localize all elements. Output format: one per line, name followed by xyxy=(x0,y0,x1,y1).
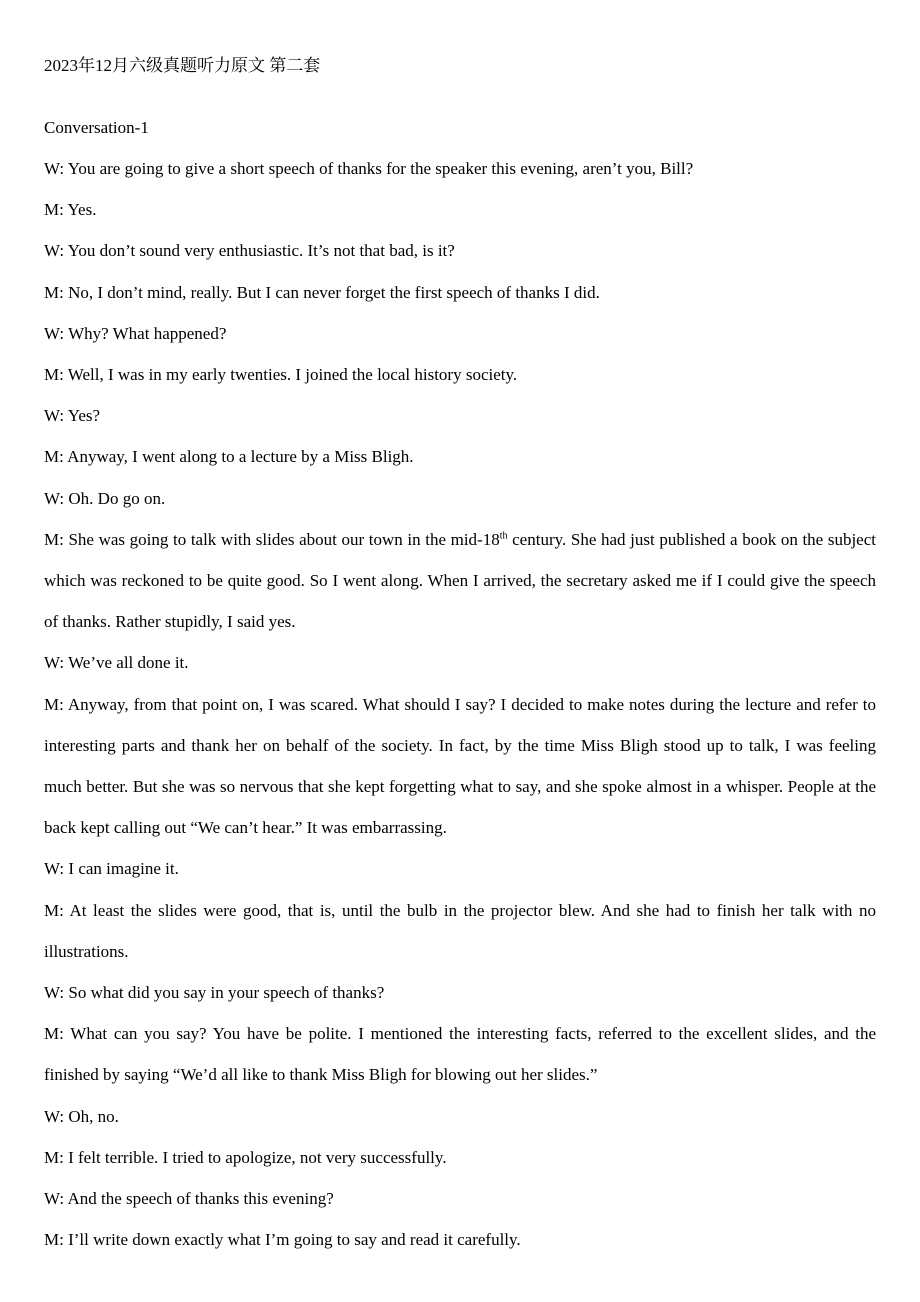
line-text: And the speech of thanks this evening? xyxy=(67,1189,334,1209)
dialogue-line: M: Well, I was in my early twenties. I joined the local history society. xyxy=(44,365,518,385)
dialogue-line: M: I felt terrible. I tried to apologize, not very successfully. xyxy=(44,1147,447,1167)
line-text: Well, I was in my early twenties. I joined the local history society. xyxy=(67,365,518,385)
dialogue-line: M: She was going to talk with slides about our town in the mid-18th century. She had just published a book on the subject which was reckoned to be quite good. So I went along. When I arrived, the secretary asked me if I could give the speech of thanks. Rather stupidly, I said yes. xyxy=(44,529,876,632)
line-text: You are going to give a short speech of thanks for the speaker this evening, aren’t you, Bill? xyxy=(67,159,694,178)
speaker-label: W xyxy=(44,653,60,673)
dialogue-line: W: And the speech of thanks this evening? xyxy=(44,1189,334,1209)
line-text: At least the slides were good, that is, until the bulb in the projector blew. And she had to finish her talk with no illustrations. xyxy=(44,900,876,961)
line-text: Why? What happened? xyxy=(68,323,227,343)
speaker-label: M xyxy=(44,200,60,220)
line-text-after-superscript: century. She had just published a book on the subject which was reckoned to be quite good. So I went along. When I arrived, the secretary asked me if I could give the speech of thanks. Rather stupidly, I said yes. xyxy=(44,529,876,632)
dialogue-transcript xyxy=(44,148,876,1260)
speaker-label: W xyxy=(44,488,60,508)
speaker-label: M xyxy=(44,900,60,920)
ordinal-superscript: th xyxy=(499,530,508,542)
line-text: You don’t sound very enthusiastic. It’s not that bad, is it? xyxy=(67,241,455,261)
dialogue-line: M: At least the slides were good, that is, until the bulb in the projector blew. And she had to finish her talk with no illustrations. xyxy=(44,900,876,961)
speaker-label: W xyxy=(44,241,60,261)
line-text: We’ve all done it. xyxy=(68,653,189,673)
speaker-label: W xyxy=(44,1106,60,1126)
line-text: Yes. xyxy=(67,200,97,220)
dialogue-line: M: No, I don’t mind, really. But I can never forget the first speech of thanks I did. xyxy=(44,282,600,302)
speaker-label: M xyxy=(44,447,60,467)
line-text: Oh, no. xyxy=(68,1106,119,1126)
dialogue-line: M: Anyway, from that point on, I was scared. What should I say? I decided to make notes during the lecture and refer to interesting parts and thank her on behalf of the society. In fact, by the time Miss Bligh stood up to talk, I was feeling much better. But she was so nervous that she kept forgetting what to say, and she spoke almost in a whisper. People at the back kept calling out “We can’t hear.” It was embarrassing. xyxy=(44,694,876,838)
speaker-label: W xyxy=(44,983,60,1003)
speaker-label: M xyxy=(44,694,60,714)
speaker-label: W xyxy=(44,323,60,343)
speaker-label: M xyxy=(44,1230,60,1250)
dialogue-line: M: I’ll write down exactly what I’m going to say and read it carefully. xyxy=(44,1230,521,1250)
line-text: So what did you say in your speech of thanks? xyxy=(68,983,385,1003)
line-text: What can you say? You have be polite. I mentioned the interesting facts, referred to the excellent slides, and the finished by saying “We’d all like to thank Miss Bligh for blowing out her slides.” xyxy=(44,1024,877,1085)
document-title: 2023年12月六级真题听力原文 第二套 xyxy=(44,56,321,75)
speaker-label: M xyxy=(44,365,60,385)
dialogue-line: W: Oh, no. xyxy=(44,1106,119,1126)
line-text: No, I don’t mind, really. But I can never forget the first speech of thanks I did. xyxy=(68,282,600,302)
speaker-label: W xyxy=(44,406,60,426)
speaker-label: M xyxy=(44,1024,60,1044)
speaker-label: M xyxy=(44,1147,60,1167)
line-text: Anyway, I went along to a lecture by a Miss Bligh. xyxy=(67,447,414,467)
dialogue-line: W: You don’t sound very enthusiastic. It’s not that bad, is it? xyxy=(44,241,455,261)
line-text: I can imagine it. xyxy=(68,859,179,879)
line-text: Yes? xyxy=(67,406,101,426)
speaker-label: W xyxy=(44,1189,60,1209)
dialogue-line: M: Anyway, I went along to a lecture by a Miss Bligh. xyxy=(44,447,414,467)
dialogue-line: W: I can imagine it. xyxy=(44,859,179,879)
line-text-before-superscript: She was going to talk with slides about our town in the mid-18 xyxy=(68,529,500,549)
line-text: I’ll write down exactly what I’m going to say and read it carefully. xyxy=(68,1230,521,1250)
conversation-heading: Conversation-1 xyxy=(44,118,149,137)
speaker-label: M xyxy=(44,529,60,549)
dialogue-line: M: What can you say? You have be polite. I mentioned the interesting facts, referred to the excellent slides, and the finished by saying “We’d all like to thank Miss Bligh for blowing out her slides.” xyxy=(44,1024,877,1085)
dialogue-line: M: Yes. xyxy=(44,200,97,220)
line-text: I felt terrible. I tried to apologize, not very successfully. xyxy=(68,1147,447,1167)
dialogue-line: W: We’ve all done it. xyxy=(44,653,189,673)
speaker-label: W xyxy=(44,859,60,879)
dialogue-line: W: Oh. Do go on. xyxy=(44,488,166,508)
dialogue-line: W: So what did you say in your speech of thanks? xyxy=(44,983,385,1003)
dialogue-line: W: Why? What happened? xyxy=(44,323,227,343)
line-text: Oh. Do go on. xyxy=(68,488,166,508)
speaker-label: M xyxy=(44,282,60,302)
dialogue-line: W: Yes? xyxy=(44,406,101,426)
line-text: Anyway, from that point on, I was scared. What should I say? I decided to make notes during the lecture and refer to interesting parts and thank her on behalf of the society. In fact, by the time Miss Bligh stood up to talk, I was feeling much better. But she was so nervous that she kept forgetting what to say, and she spoke almost in a whisper. People at the back kept calling out “We can’t hear.” It was embarrassing. xyxy=(44,694,876,838)
speaker-label: W xyxy=(44,159,60,178)
dialogue-line: W: You are going to give a short speech of thanks for the speaker this evening, aren’t you, Bill? xyxy=(44,159,694,178)
